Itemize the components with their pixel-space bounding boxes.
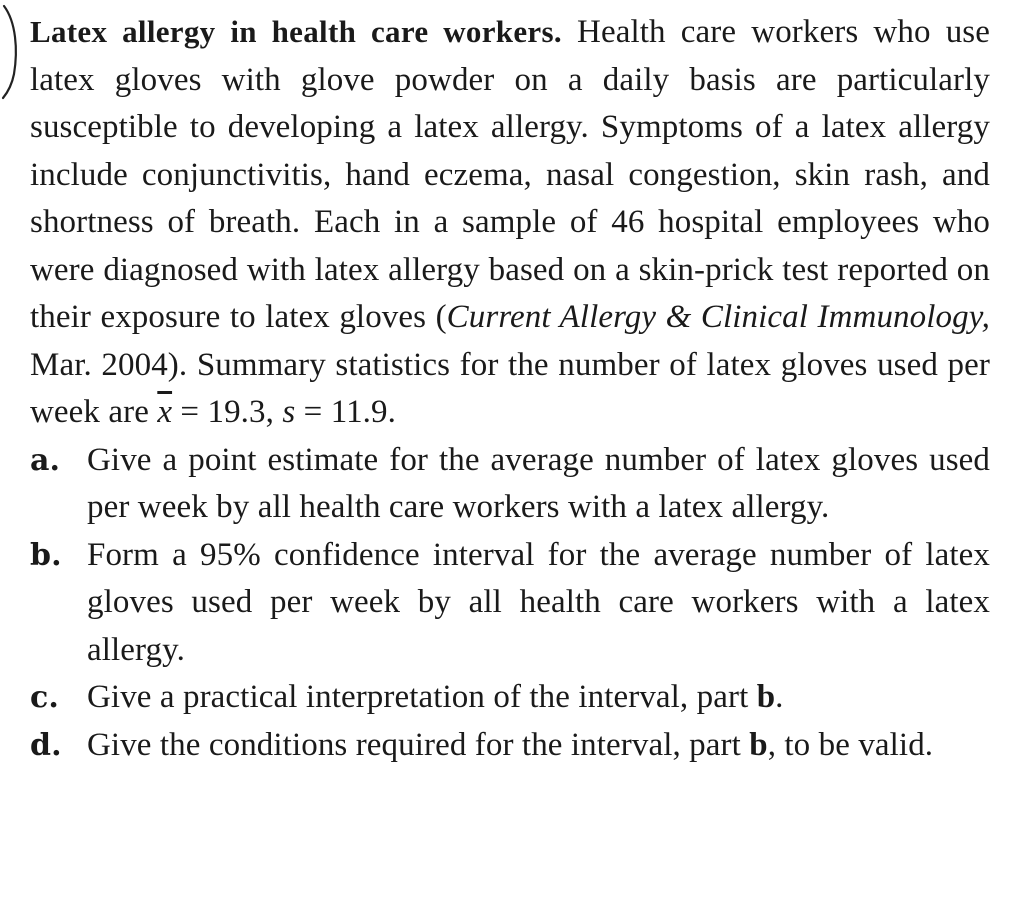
problem-intro: [30, 8, 990, 437]
std-dev-value: = 11.9.: [295, 394, 396, 430]
problem-text-1: Health care workers who use latex gloves with glove powder on a daily basis are particularly susceptible to developing a latex allergy. Symptoms of a latex allergy include conjunctivitis, hand eczema, nasal congestion, skin rash, and shortness of breath. Each in a sample of 46 hospital employees who were diagnosed with latex allergy based on a skin-prick test reported on their exposure to latex gloves (: [30, 14, 990, 335]
question-part-a: [30, 437, 990, 532]
part-letter: b.: [30, 537, 62, 573]
part-reference: b: [756, 679, 776, 715]
question-parts: [30, 437, 990, 770]
source-citation: Current Allergy & Clinical Immunology,: [446, 299, 990, 335]
part-letter: d.: [30, 727, 62, 763]
part-text-end: .: [775, 679, 784, 715]
part-letter: a.: [30, 442, 61, 478]
part-text: Give a point estimate for the average number of latex gloves used per week by all health care workers with a latex allergy.: [87, 441, 990, 525]
question-part-b: [30, 532, 990, 675]
problem-title: Latex allergy in health care workers.: [30, 14, 562, 49]
margin-bracket-mark: [0, 4, 22, 100]
question-part-d: [30, 722, 990, 770]
question-part-c: [30, 674, 990, 722]
part-text: Give the conditions required for the interval, part: [87, 726, 750, 763]
part-reference: b: [749, 726, 768, 763]
sample-mean-value: = 19.3,: [172, 394, 283, 430]
problem-text-2: Mar. 2004). Summary statistics for the number of latex gloves used per week are: [30, 346, 990, 430]
part-letter: c.: [30, 680, 59, 715]
std-dev-symbol: s: [282, 394, 296, 430]
exercise-problem: [30, 8, 990, 769]
part-text-end: , to be valid.: [767, 726, 934, 763]
part-text: Form a 95% confidence interval for the average number of latex gloves used per week by all health care workers with a latex allergy.: [87, 536, 990, 668]
sample-mean-symbol: $\overline{x}$: [157, 394, 173, 430]
part-text: Give a practical interpretation of the interval, part: [87, 679, 757, 715]
